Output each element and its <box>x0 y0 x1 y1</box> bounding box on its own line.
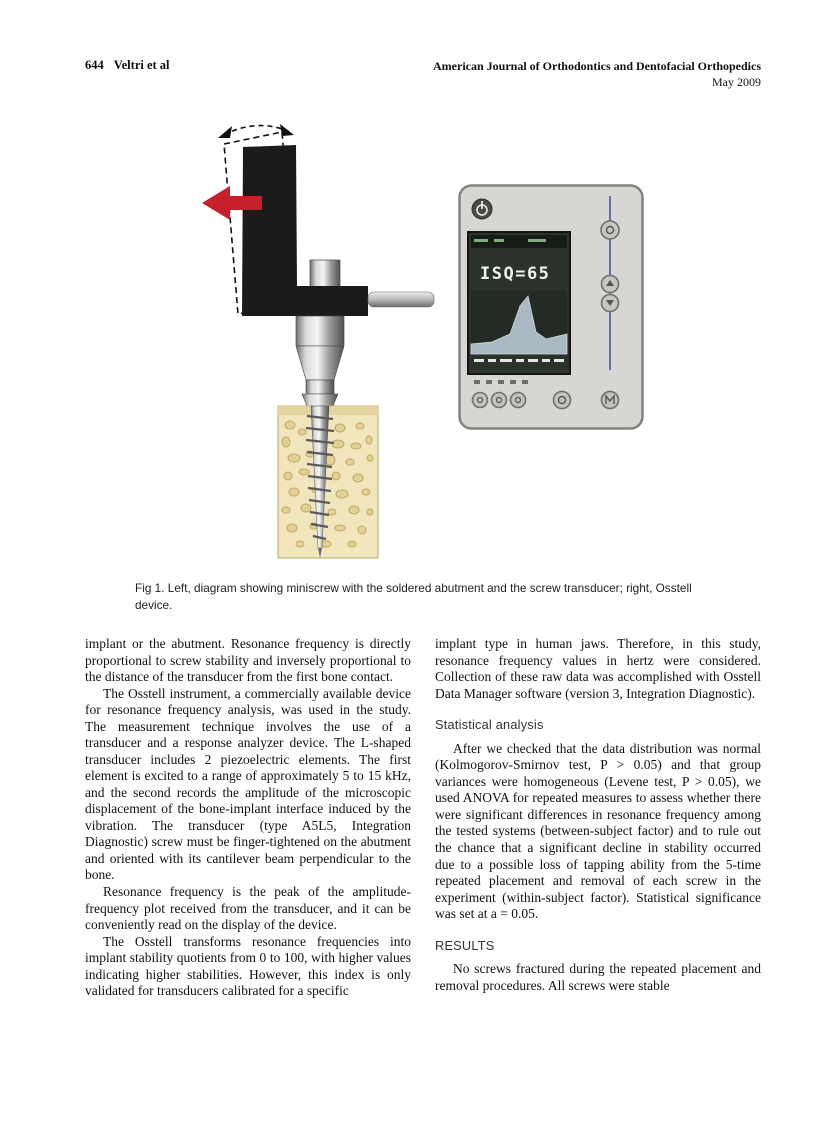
running-head-left <box>85 58 170 73</box>
paragraph: implant or the abutment. Resonance frequency is directly proportional to screw stability and inversely proportional to the distance of the transducer from the first bone contact. <box>85 636 411 685</box>
paragraph: No screws fractured during the repeated placement and removal procedures. All screws were stable <box>435 961 761 993</box>
abutment <box>296 316 344 408</box>
figure-caption-text: Left, diagram showing miniscrew with the soldered abutment and the screw transducer; right, Osstell device. <box>135 581 692 612</box>
paragraph: implant type in human jaws. Therefore, in this study, resonance frequency values in hertz were considered. Collection of these raw data was accomplished with Osstell Data Manager software (version 3, Integration Diagnostic). <box>435 636 761 701</box>
device-screen <box>468 232 570 374</box>
power-button-icon <box>472 199 492 219</box>
running-head <box>85 58 761 90</box>
paragraph: The Osstell transforms resonance frequencies into implant stability quotients from 0 to 100, with higher values indicating higher stabilities. However, this index is only validated for transducers calibrated for a specific <box>85 933 411 999</box>
figure-caption <box>135 580 707 613</box>
left-column <box>85 636 411 1000</box>
paragraph: The Osstell instrument, a commercially available device for resonance frequency analysis, was used in the study. The measurement technique involves the use of a transducer and a response analyzer device. The L-shaped transducer includes 2 piezoelectric elements. The first element is excited to a range of approximately 5 to 15 kHz, and the second records the amplitude of the microscopic displacement of the bone-implant interface induced by the vibration. The transducer (type A5L5, Integration Diagnostic) screw must be finger-tightened on the abutment and oriented with its cantilever beam perpendicular to the bone. <box>85 685 411 883</box>
paragraph: After we checked that the data distribution was normal (Kolmogorov-Smirnov test, P > 0.05) and that group variances were homogeneous (Levene test, P > 0.05), we used ANOVA for repeated measures to assess whether there were significant differences in resonance frequency among the tested systems (between-subject factor) and to rule out the chance that a significant decline in stability occurred due to a possible loss of tapping ability from the 5-time repeated placement and removal of each screw in the experiment (within-subject factor). Statistical significance was set at a = 0.05. <box>435 740 761 922</box>
right-column <box>435 636 761 1000</box>
paragraph: Resonance frequency is the peak of the amplitude-frequency plot received from the transducer, and it can be conveniently read on the display of the device. <box>85 883 411 933</box>
transducer-mount-screw <box>310 260 340 288</box>
transducer-rod <box>368 292 434 307</box>
section-heading-results: RESULTS <box>435 937 495 953</box>
journal-name: American Journal of Orthodontics and Dentofacial Orthopedics <box>433 59 761 73</box>
body-columns <box>85 636 761 1000</box>
figure-caption-label: Fig 1. <box>135 581 165 595</box>
issue-date: May 2009 <box>712 75 761 90</box>
authors: Veltri et al <box>113 58 170 72</box>
figure-1 <box>85 120 761 570</box>
osstell-device-svg <box>458 184 644 430</box>
page-number: 644 <box>85 58 104 72</box>
miniscrew-diagram-svg <box>190 120 440 568</box>
section-heading-statistical-analysis: Statistical analysis <box>435 717 544 733</box>
osstell-device <box>458 184 644 435</box>
miniscrew-diagram <box>190 120 440 573</box>
running-head-right <box>433 58 761 90</box>
isq-reading: ISQ=65 <box>480 264 551 284</box>
transducer-body <box>242 145 368 316</box>
